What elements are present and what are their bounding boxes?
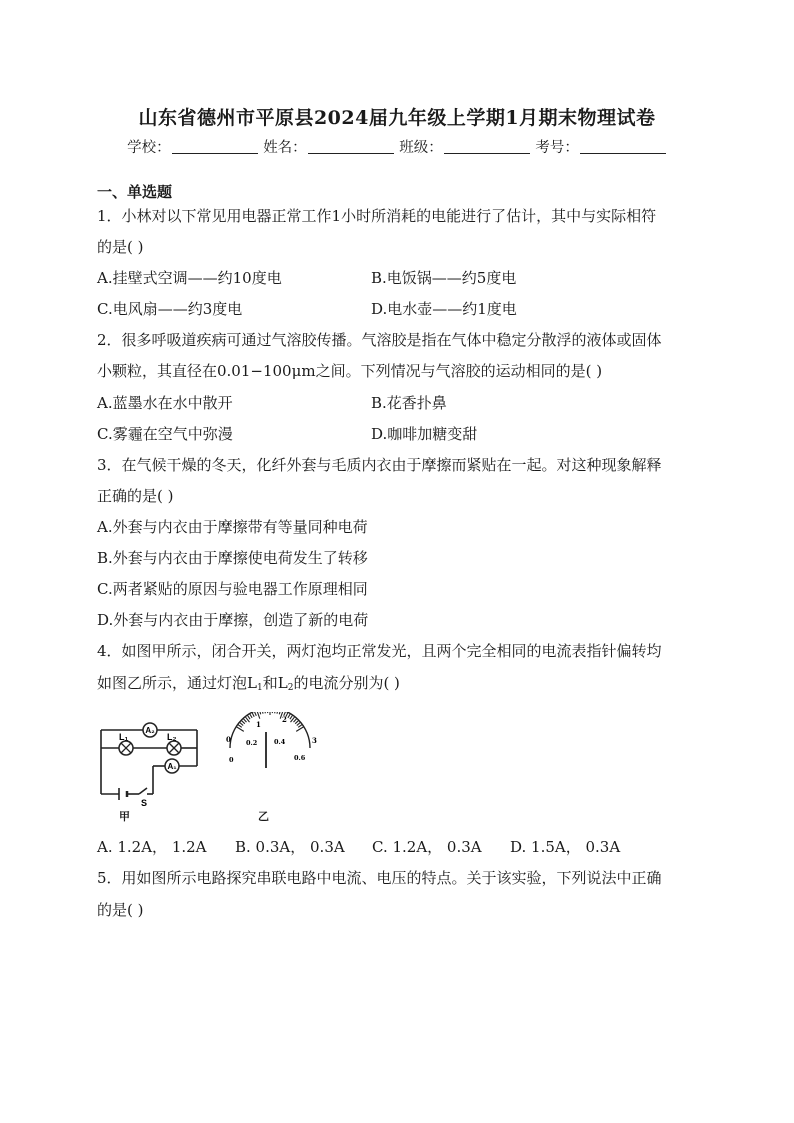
- svg-text:0: 0: [229, 756, 234, 764]
- lamp-l2-symbol: $L_2$: [277, 674, 294, 693]
- q2-stem-line1: 2．很多呼吸道疾病可通过气溶胶传播。气溶胶是指在气体中稳定分散浮的液体或固体: [97, 331, 662, 349]
- q1-stem-line2: 的是( ): [97, 238, 144, 256]
- svg-text:A₁: A₁: [167, 762, 177, 771]
- q2-option-c: C.雾霾在空气中弥漫: [97, 425, 233, 443]
- q3-option-c: C.两者紧贴的原因与验电器工作原理相同: [97, 580, 368, 598]
- q2-option-d: D.咖啡加糖变甜: [371, 425, 478, 443]
- ammeter-dial: [214, 712, 322, 774]
- dial-tick: [290, 715, 293, 719]
- q2-option-b: B.花香扑鼻: [371, 394, 447, 412]
- svg-text:1: 1: [256, 720, 261, 729]
- dial-tick: [288, 714, 291, 718]
- student-info-row: [0, 136, 794, 157]
- q5-stem-line1: 5．用如图所示电路探究串联电路中电流、电压的特点。关于该实验，下列说法中正确: [97, 869, 662, 887]
- dial-tick: [254, 712, 256, 716]
- svg-text:A₂: A₂: [145, 726, 155, 735]
- svg-text:2: 2: [282, 715, 287, 724]
- q3-option-b: B.外套与内衣由于摩擦使电荷发生了转移: [97, 549, 368, 567]
- class-label: 班级：: [399, 140, 443, 156]
- q2-option-a: A.蓝墨水在水中散开: [97, 394, 233, 412]
- lamp-l1-label: L₁: [119, 732, 129, 742]
- q4-option-a: A. 1.2A， 1.2A: [97, 838, 207, 856]
- dial-tick: [236, 727, 244, 732]
- dial-tick: [239, 722, 243, 725]
- dial-tick: [279, 712, 280, 714]
- dial-tick: [250, 714, 253, 718]
- dial-tick: [295, 720, 299, 723]
- svg-text:0.6: 0.6: [294, 754, 306, 762]
- q4-stem-line1: 4．如图甲所示，闭合开关，两灯泡均正常发光，且两个完全相同的电流表指针偏转均: [97, 642, 662, 660]
- lamp-l1-symbol: $L_1$: [247, 674, 263, 693]
- q1-option-d: D.电水壶——约1度电: [371, 300, 517, 318]
- circuit-caption: 甲: [119, 810, 130, 823]
- dial-tick: [257, 712, 260, 719]
- svg-text:0.2: 0.2: [246, 739, 258, 747]
- q1-option-c: C.电风扇——约3度电: [97, 300, 243, 318]
- dial-tick: [252, 712, 254, 717]
- lamp-l2-label: L₂: [167, 732, 177, 742]
- dial-tick: [241, 720, 245, 723]
- exam-number-blank[interactable]: [580, 139, 666, 154]
- dial-tick: [297, 722, 301, 725]
- dial-tick: [243, 718, 246, 722]
- dial-tick: [247, 715, 250, 719]
- switch-label: S: [141, 798, 148, 808]
- q4-option-d: D. 1.5A， 0.3A: [510, 838, 621, 856]
- q1-option-a: A.挂壁式空调——约10度电: [97, 269, 282, 287]
- dial-tick: [275, 712, 276, 713]
- ammeter-a1-icon: [165, 759, 179, 773]
- dial-tick: [298, 724, 302, 727]
- q3-option-a: A.外套与内衣由于摩擦带有等量同种电荷: [97, 518, 368, 536]
- dial-tick: [259, 712, 260, 714]
- q4-option-c: C. 1.2A， 0.3A: [372, 838, 482, 856]
- lamp-l1-icon: [119, 741, 133, 755]
- battery-icon: [119, 788, 127, 800]
- name-blank[interactable]: [308, 139, 394, 154]
- q3-stem-line1: 3．在气候干燥的冬天，化纤外套与毛质内衣由于摩擦而紧贴在一起。对这种现象解释: [97, 456, 662, 474]
- dial-tick: [238, 724, 242, 727]
- q4-stem-line2: [97, 672, 400, 693]
- name-label: 姓名：: [263, 140, 307, 156]
- svg-text:0.4: 0.4: [274, 738, 286, 746]
- dial-tick: [294, 718, 297, 722]
- dial-tick: [265, 712, 266, 713]
- q4-stem-and: 和: [262, 674, 278, 692]
- q3-option-d: D.外套与内衣由于摩擦，创造了新的电荷: [97, 611, 369, 629]
- class-blank[interactable]: [444, 139, 530, 154]
- dial-tick: [277, 712, 278, 714]
- dial-tick: [296, 727, 304, 732]
- dial-tick: [262, 712, 263, 714]
- q4-option-b: B. 0.3A， 0.3A: [235, 838, 345, 856]
- section-heading: 一、单选题: [97, 183, 173, 201]
- q3-stem-line2: 正确的是( ): [97, 487, 174, 505]
- q2-stem-line2: 小颗粒，其直径在0.01−100μm之间。下列情况与气溶胶的运动相同的是( ): [97, 362, 603, 380]
- svg-text:3: 3: [312, 736, 317, 745]
- circuit-diagram: [97, 708, 217, 808]
- school-blank[interactable]: [172, 139, 258, 154]
- ammeter-a2-icon: [143, 723, 157, 737]
- q1-option-b: B.电饭锅——约5度电: [371, 269, 517, 287]
- lamp-l2-icon: [167, 741, 181, 755]
- meter-caption: 乙: [258, 810, 269, 823]
- exam-title: 山东省德州市平原县2024届九年级上学期1月期末物理试卷: [138, 107, 656, 129]
- school-label: 学校：: [127, 140, 171, 156]
- q4-stem-text-a: 如图乙所示，通过灯泡: [97, 674, 248, 692]
- exam-number-label: 考号：: [535, 140, 579, 156]
- svg-text:0: 0: [226, 735, 231, 744]
- q5-stem-line2: 的是( ): [97, 901, 144, 919]
- q1-stem-line1: 1．小林对以下常见用电器正常工作1小时所消耗的电能进行了估计，其中与实际相符: [97, 207, 657, 225]
- q4-stem-text-b: 的电流分别为( ): [293, 674, 400, 692]
